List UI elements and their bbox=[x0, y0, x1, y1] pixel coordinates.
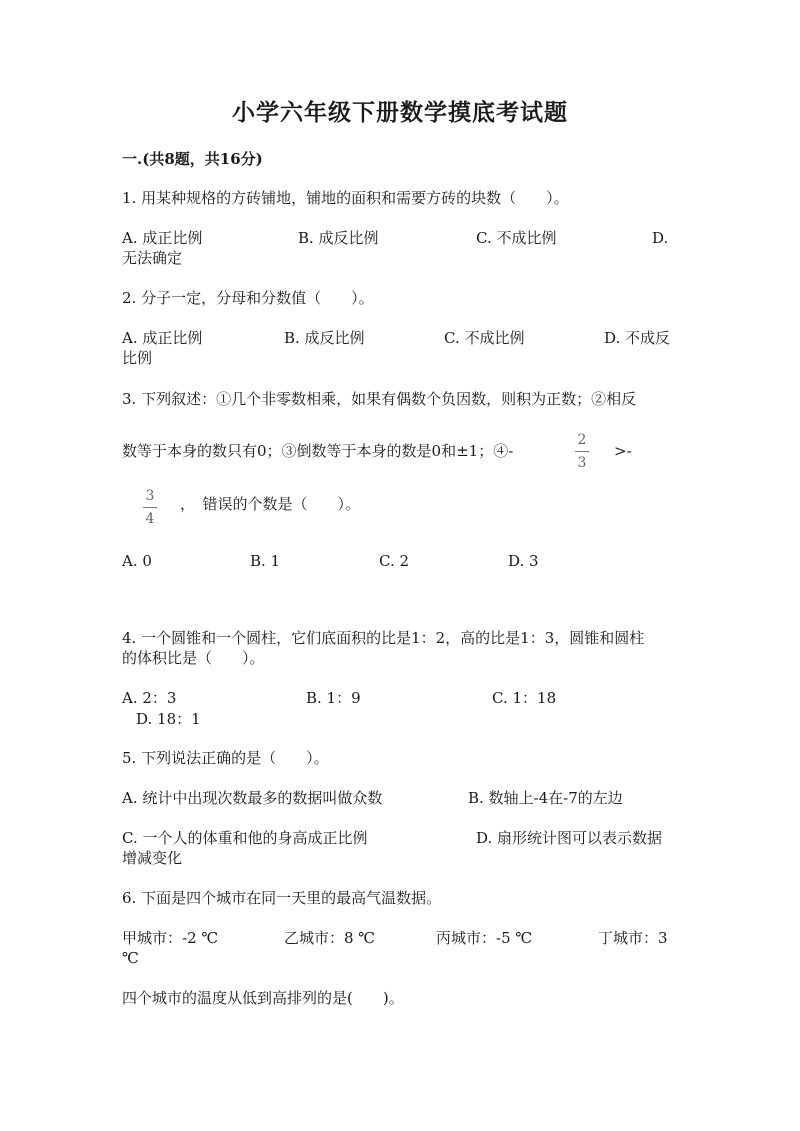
q3-greater-than: >- bbox=[614, 442, 632, 460]
q3-option-d[interactable]: D. 3 bbox=[508, 552, 539, 570]
q6-question: 四个城市的温度从低到高排列的是( )。 bbox=[122, 989, 404, 1007]
q1-option-b[interactable]: B. 成反比例 bbox=[298, 229, 379, 247]
q5-option-b[interactable]: B. 数轴上-4在-7的左边 bbox=[468, 789, 623, 807]
q5-option-c[interactable]: C. 一个人的体重和他的身高成正比例 bbox=[122, 829, 368, 847]
q5-option-a[interactable]: A. 统计中出现次数最多的数据叫做众数 bbox=[122, 789, 383, 807]
q3-fraction-2-numerator: 3 bbox=[145, 488, 155, 504]
q3-fraction-two-thirds bbox=[575, 431, 589, 472]
q4-option-b[interactable]: B. 1：9 bbox=[306, 689, 361, 707]
page-title: 小学六年级下册数学摸底考试题 bbox=[232, 99, 568, 126]
q2-stem: 2. 分子一定，分母和分数值（ ）。 bbox=[122, 289, 374, 307]
q3-option-a[interactable]: A. 0 bbox=[122, 552, 152, 570]
q6-city-bing: 丙城市：-5 ℃ bbox=[436, 929, 533, 947]
q3-option-b[interactable]: B. 1 bbox=[250, 552, 281, 570]
q3-line-3: ， 错误的个数是（ ）。 bbox=[180, 495, 361, 513]
q3-fraction-1-numerator: 2 bbox=[577, 432, 587, 448]
q3-option-c[interactable]: C. 2 bbox=[379, 552, 410, 570]
q4-line-2: 的体积比是（ ）。 bbox=[122, 649, 265, 667]
q6-city-ding: 丁城市：3 bbox=[598, 929, 668, 947]
q6-stem: 6. 下面是四个城市在同一天里的最高气温数据。 bbox=[122, 889, 442, 907]
q5-stem: 5. 下列说法正确的是（ ）。 bbox=[122, 749, 329, 767]
q3-fraction-three-quarters bbox=[143, 487, 157, 528]
q4-option-c[interactable]: C. 1：18 bbox=[492, 689, 557, 707]
q2-option-c[interactable]: C. 不成比例 bbox=[444, 329, 525, 347]
q1-option-d-continued: 无法确定 bbox=[122, 249, 183, 267]
q6-city-yi: 乙城市：8 ℃ bbox=[284, 929, 376, 947]
q3-fraction-2-denominator: 4 bbox=[145, 511, 155, 527]
q1-stem: 1. 用某种规格的方砖铺地，铺地的面积和需要方砖的块数（ ）。 bbox=[122, 189, 569, 207]
q2-option-d-continued: 比例 bbox=[122, 349, 153, 367]
q4-option-a[interactable]: A. 2：3 bbox=[122, 689, 177, 707]
q3-fraction-1-denominator: 3 bbox=[577, 455, 587, 471]
section-heading: 一.(共8题，共16分) bbox=[122, 150, 263, 168]
q5-option-d-continued: 增减变化 bbox=[122, 849, 183, 867]
q6-city-ding-unit: ℃ bbox=[122, 949, 139, 967]
q1-option-d[interactable]: D. bbox=[652, 229, 669, 247]
q5-option-d[interactable]: D. 扇形统计图可以表示数据 bbox=[476, 829, 663, 847]
q2-option-b[interactable]: B. 成反比例 bbox=[284, 329, 365, 347]
q3-line-1: 3. 下列叙述：①几个非零数相乘，如果有偶数个负因数，则积为正数；②相反 bbox=[122, 390, 637, 408]
q4-option-d[interactable]: D. 18：1 bbox=[136, 710, 201, 728]
q4-line-1: 4. 一个圆锥和一个圆柱，它们底面积的比是1：2，高的比是1：3，圆锥和圆柱 bbox=[122, 629, 645, 647]
q2-option-a[interactable]: A. 成正比例 bbox=[122, 329, 203, 347]
q1-option-c[interactable]: C. 不成比例 bbox=[476, 229, 557, 247]
q2-option-d[interactable]: D. 不成反 bbox=[604, 329, 671, 347]
q1-option-a[interactable]: A. 成正比例 bbox=[122, 229, 203, 247]
fraction-bar bbox=[575, 451, 589, 452]
q3-line-2: 数等于本身的数只有0；③倒数等于本身的数是0和±1；④- bbox=[122, 442, 514, 460]
fraction-bar bbox=[143, 507, 157, 508]
q6-city-jia: 甲城市：-2 ℃ bbox=[122, 929, 219, 947]
